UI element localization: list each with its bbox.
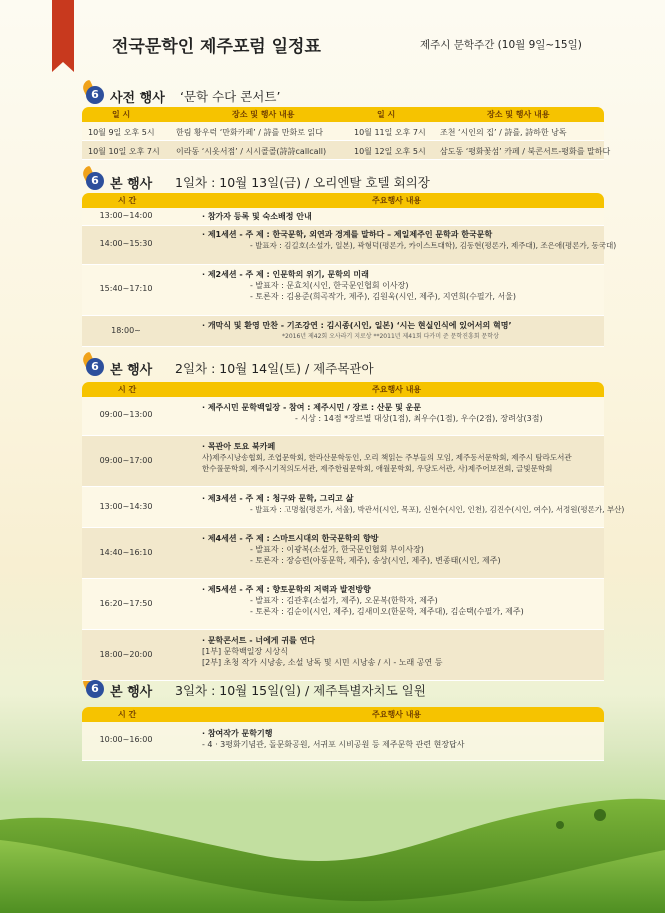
table-header — [82, 193, 604, 208]
day1-table — [82, 193, 617, 347]
table-header — [82, 382, 604, 397]
event-line: · 제1세션 - 주 제 : 한국문학, 외연과 경계를 말하다 – 제일제주인 문학과 한국문학 — [202, 230, 493, 239]
header-cell: 일 시 — [377, 110, 396, 119]
table-row — [82, 579, 604, 630]
section-detail: 1일차 : 10월 13일(금) / 오리엔탈 호텔 회의장 — [175, 175, 430, 190]
page-subtitle: 제주시 문학주간 (10월 9일~15일) — [420, 39, 582, 51]
table-row — [82, 316, 604, 347]
header-cell: 장소 및 행사 내용 — [487, 110, 550, 119]
table-cell: 10월 12일 오후 5시 — [354, 147, 426, 156]
table-row — [82, 722, 604, 761]
section-title: 본 행사 — [110, 685, 153, 700]
time-cell: 14:40~16:10 — [99, 548, 153, 557]
table-cell: 이라동 ‘시옷서점’ / 시시콜콜(詩詩callcall) — [176, 147, 327, 156]
time-cell: 09:00~13:00 — [99, 410, 153, 419]
event-line: · 제주시민 문학백일장 - 참여 : 제주시민 / 장르 : 산문 및 운문 — [202, 403, 422, 412]
event-line: · 목관아 토요 북카페 — [202, 442, 276, 451]
event-line: - 시상 : 14점 *장르별 대상(1점), 최우수(1점), 우수(2점), 장려상(3점) — [295, 414, 543, 423]
event-line: - 발표자 : 고명철(평론가, 서울), 박관서(시인, 목포), 신현수(시인, 인천), 김진수(시인, 여수), 서정원(평론가, 부산) — [250, 505, 625, 514]
table-row — [82, 265, 604, 316]
event-line: · 제5세션 - 주 제 : 향토문학의 저력과 발전방향 — [202, 585, 371, 594]
section-title: 본 행사 — [110, 363, 153, 378]
pre-event-table — [82, 107, 611, 160]
table-cell: 한림 황우럭 ‘만화카페’ / 詩를 만화로 읽다 — [176, 128, 323, 137]
event-line: · 제3세션 - 주 제 : 청구와 문학, 그리고 삶 — [202, 494, 354, 503]
event-line: - 토론자 : 김용준(희곡작가, 제주), 김원욱(시인, 제주), 지연희(수필가, 서울) — [250, 292, 517, 301]
table-header — [82, 107, 604, 122]
day3-table — [82, 707, 604, 761]
time-cell: 13:00~14:00 — [99, 211, 153, 220]
section-detail: ‘문학 수다 콘서트’ — [180, 89, 281, 104]
time-cell: 16:20~17:50 — [99, 599, 153, 608]
table-row — [82, 630, 604, 681]
bookmark-ribbon — [52, 0, 74, 62]
event-line: · 참가자 등록 및 숙소배정 안내 — [202, 212, 312, 221]
event-line: - 토론자 : 김순이(시인, 제주), 김새미오(한문학, 제주대), 김순택(수필가, 제주) — [250, 607, 524, 616]
table-cell: 삼도동 ‘평화꽃섬’ 카페 / 북콘서트-평화를 말하다 — [440, 147, 611, 156]
event-line: - 발표자 : 김길호(소설가, 일본), 곽형덕(평론가, 카이스트대학), 김동현(평론가, 제주대), 조은애(평론가, 동국대) — [250, 241, 617, 250]
header-cell: 장소 및 행사 내용 — [232, 110, 295, 119]
time-cell: 09:00~17:00 — [99, 456, 153, 465]
event-line: · 참여작가 문학기행 — [202, 729, 273, 738]
table-row — [82, 141, 611, 160]
header-cell: 주요행사 내용 — [372, 710, 422, 719]
event-line: · 제4세션 - 주 제 : 스마트시대의 한국문학의 향방 — [202, 534, 379, 543]
table-row — [82, 122, 604, 141]
event-line: [1부] 문학백일장 시상식 — [202, 647, 288, 656]
event-line: · 문학콘서트 - 너에게 귀를 연다 — [202, 636, 316, 645]
event-line: - 발표자 : 이광복(소설가, 한국문인협회 부이사장) — [250, 545, 424, 554]
header-cell: 주요행사 내용 — [372, 385, 422, 394]
table-row — [82, 436, 604, 487]
section-number-icon: 6 — [86, 358, 104, 376]
event-line: - 토론자 : 장승련(아동문학, 제주), 송상(시인, 제주), 변종태(시인, 제주) — [250, 556, 501, 565]
event-line: - 발표자 : 김관후(소설가, 제주), 오문복(한학자, 제주) — [250, 596, 438, 605]
table-cell: 10월 11일 오후 7시 — [354, 128, 426, 137]
event-line: - 발표자 : 문효치(시인, 한국문인협회 이사장) — [250, 281, 409, 290]
time-cell: 15:40~17:10 — [99, 284, 153, 293]
table-cell: 10월 9일 오후 5시 — [88, 128, 155, 137]
time-cell: 13:00~14:30 — [99, 502, 153, 511]
event-note: *2016년 제42회 오사라기 지로상 **2011년 제41회 다카미 준 문학진흥회 문학상 — [282, 333, 499, 340]
event-line: 한수풀문학회, 제주시기적의도서관, 제주한림문학회, 애월문학회, 우당도서관, 사)제주어보전회, 글빛문학회 — [202, 464, 553, 473]
section-number-icon: 6 — [86, 172, 104, 190]
time-cell: 18:00~ — [111, 326, 141, 335]
page-title: 전국문학인 제주포럼 일정표 — [112, 37, 321, 57]
event-line: 사)제주시낭송협회, 조엽문학회, 한라산문학동인, 오리 책읽는 주부들의 모임, 제주동서문학회, 제주시 탐라도서관 — [202, 453, 572, 462]
table-row — [82, 397, 604, 436]
table-header — [82, 707, 604, 722]
header-cell: 시 간 — [118, 710, 137, 719]
table-cell: 조천 ‘시인의 집’ / 詩를, 詩하한 낭독 — [440, 128, 567, 137]
table-cell: 10월 10일 오후 7시 — [88, 147, 160, 156]
table-row — [82, 226, 617, 265]
header-cell: 시 간 — [118, 196, 137, 205]
table-row — [82, 487, 625, 528]
section-number-icon: 6 — [86, 86, 104, 104]
section-detail: 2일차 : 10월 14일(토) / 제주목관아 — [175, 361, 374, 376]
header-cell: 주요행사 내용 — [372, 196, 422, 205]
event-line: - 4 · 3평화기념관, 돌문화공원, 서귀포 시비공원 등 제주문학 관련 현장답사 — [202, 740, 465, 749]
section-title: 사전 행사 — [110, 91, 165, 106]
time-cell: 18:00~20:00 — [99, 650, 153, 659]
time-cell: 14:00~15:30 — [99, 239, 153, 248]
section-detail: 3일차 : 10월 15일(일) / 제주특별자치도 일원 — [175, 683, 426, 698]
day2-table — [82, 382, 625, 681]
table-row — [82, 528, 604, 579]
event-line: · 제2세션 - 주 제 : 인문학의 위기, 문학의 미래 — [202, 270, 369, 279]
time-cell: 10:00~16:00 — [99, 735, 153, 744]
section-title: 본 행사 — [110, 177, 153, 192]
green-hills-illustration — [0, 780, 665, 913]
header-cell: 일 시 — [112, 110, 131, 119]
event-line: · 개막식 및 환영 만찬 - 기조강연 : 김시종(시인, 일본) ‘시는 현실인식에 있어서의 혁명’ — [202, 321, 512, 330]
section-number-icon: 6 — [86, 680, 104, 698]
table-row — [82, 208, 604, 226]
event-line: [2부] 초청 작가 시낭송, 소설 낭독 및 시민 시낭송 / 시 - 노래 공연 등 — [202, 658, 443, 667]
header-cell: 시 간 — [118, 385, 137, 394]
